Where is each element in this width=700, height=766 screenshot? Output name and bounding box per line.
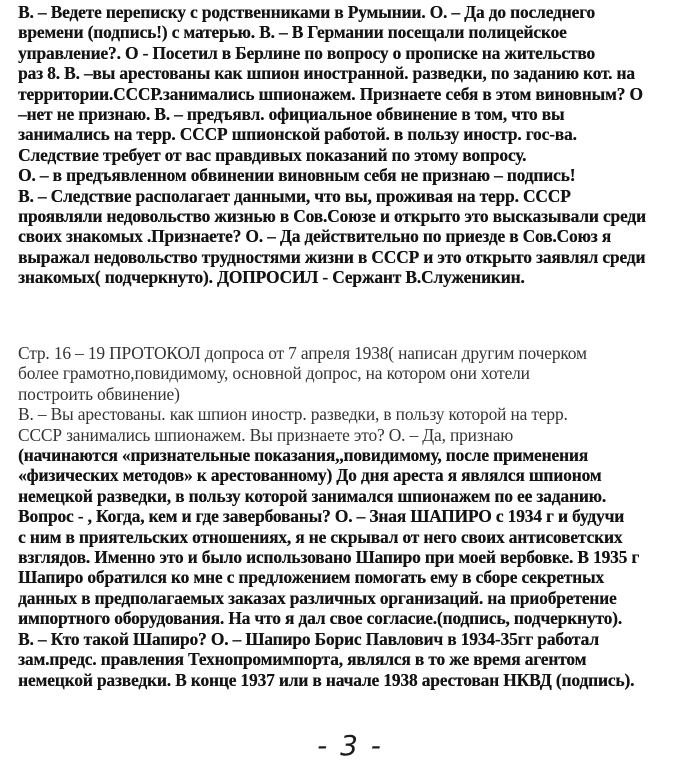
text-line: данных в предполагаемых заказах различных организаций. на приобретение [18, 587, 617, 608]
text-line: немецкой разведки, в пользу которой занимался шпионажем по ее заданию. [18, 485, 606, 506]
text-line: немецкой разведки. В конце 1937 или в начале 1938 арестован НКВД (подпись). [18, 669, 635, 690]
text-line: О. – в предъявленном обвинении виновным себя не признаю – подпись! [18, 165, 576, 186]
text-line: занимались на терр. СССР шпионской работой. в пользу иностр. гос-ва. [18, 124, 577, 145]
text-line: СССР занимались шпионажем. Вы признаете это? О. – Да, признаю [18, 424, 514, 445]
text-line: своих знакомых .Признаете? О. – Да действительно по приезде в Сов.Союз я [18, 226, 611, 247]
text-line: –нет не признаю. В. – предъявл. официальное обвинение в том, что вы [18, 104, 565, 125]
text-line: управление?. О - Посетил в Берлине по вопросу о прописке на жительство [18, 42, 595, 63]
text-line: с ним в приятельских отношениях, я не скрывал от него своих антисоветских [18, 526, 623, 547]
text-line: знакомых( подчеркнуто). ДОПРОСИЛ - Сержант В.Служеникин. [18, 267, 525, 288]
text-line: проявляли недовольство жизнью в Сов.Союзе и открыто это высказывали среди [18, 206, 646, 227]
interrogation-paragraph-2 [18, 343, 692, 690]
text-line: В. – Ведете переписку с родственниками в Румынии. О. – Да до последнего [18, 2, 595, 22]
text-line: раз 8. В. –вы арестованы как шпион иностранной. разведки, по заданию кот. на [18, 63, 635, 84]
text-line: В. – Вы арестованы. как шпион иностр. разведки, в пользу которой на терр. [18, 404, 568, 425]
text-line: «физических методов» к арестованному) До дня ареста я являлся шпионом [18, 465, 602, 486]
text-line: (начинаются «признательные показания,,повидимому, после применения [18, 445, 588, 466]
protocol-header-line: Стр. 16 – 19 ПРОТОКОЛ допроса от 7 апреля 1938( написан другим почерком [18, 343, 587, 363]
protocol-header-line: более грамотно,повидимому, основной допрос, на котором они хотели [18, 363, 530, 384]
text-line: импортного оборудования. На что я дал свое согласие.(подпись, подчеркнуто). [18, 608, 622, 629]
text-line: взглядов. Именно это и было использовано Шапиро при моей вербовке. В 1935 г [18, 547, 640, 568]
text-line: времени (подпись!) с матерью. В. – В Германии посещали полицейское [18, 22, 567, 43]
text-line: Шапиро обратился ко мне с предложением помогать ему в сборе секретных [18, 567, 604, 588]
page-number: - 3 - [317, 729, 383, 762]
protocol-header-line: построить обвинение) [18, 383, 180, 404]
text-line: Вопрос - , Когда, кем и где завербованы? О. – Зная ШАПИРО с 1934 г и будучи [18, 506, 625, 527]
text-line: В. – Следствие располагает данными, что вы, проживая на терр. СССР [18, 185, 571, 206]
text-line: зам.предс. правления Технопромимпорта, являлся в то же время агентом [18, 649, 587, 670]
text-line: выражал недовольство трудностями жизни в СССР и это открыто заявлял среди [18, 246, 646, 267]
text-line: территории.СССР.занимались шпионажем. Признаете себя в этом виновным? О [18, 83, 643, 104]
text-line: В. – Кто такой Шапиро? О. – Шапиро Борис Павлович в 1934-35гг работал [18, 628, 599, 649]
text-line: Следствие требует от вас правдивых показаний по этому вопросу. [18, 144, 527, 165]
interrogation-paragraph-1 [18, 2, 692, 288]
